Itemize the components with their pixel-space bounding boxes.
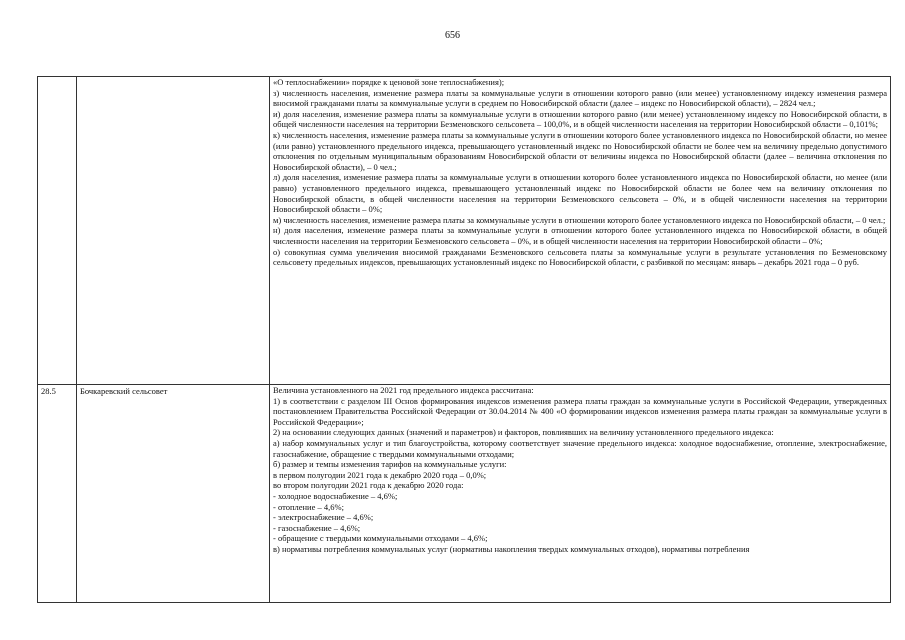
row-number-cell: 28.5 [38, 385, 77, 603]
text-line: а) набор коммунальных услуг и тип благоустройства, которому соответствует значение предельного индекса: холодное водоснабжение, отопление, электроснабжение, газоснабжение, обращение с твердыми коммунальными отходами; [273, 437, 887, 459]
municipality-name-cell: Бочкаревский сельсовет [77, 385, 270, 603]
text-line: в первом полугодии 2021 года к декабрю 2020 года – 0,0%; [273, 469, 487, 480]
text-line: н) доля населения, изменение размера платы за коммунальные услуги в отношении которого более установленного индекса по Новосибирской области, в общей численности населения на территории Безменовского сельсовета – 0%, и в общей численности населения на территории Новосибирской области – 0%; [273, 225, 887, 246]
text-line: 2) на основании следующих данных (значений и параметров) и факторов, повлиявших на величину установленного предельного индекса: [273, 427, 774, 438]
text-line: к) численность населения, изменение размера платы за коммунальные услуги в отношении которого более установленного индекса по Новосибирской области, но менее (или равно) установленного предельного индекса, превышающего установленный индекс по Новосибирской области не более чем на величину предельно допустимого отклонения по отдельным муниципальным образованиям Новосибирской области от величины индекса по Новосибирской области (далее – величина отклонения по Новосибирской области), – 0 чел.; [273, 129, 887, 172]
document-table [37, 76, 891, 603]
text-line: - отопление – 4,6%; [273, 501, 344, 512]
description-cell [270, 77, 891, 385]
text-line: 1) в соответствии с разделом III Основ формирования индексов изменения размера платы граждан за коммунальные услуги в Российской Федерации, утвержденных постановлением Правительства Российской Федерации от 30.04.2014 № 400 «О формировании индексов изменения размера платы граждан за коммунальные услуги в Российской Федерации»; [273, 395, 887, 427]
text-line: в) нормативы потребления коммунальных услуг (нормативы накопления твердых коммунальных отходов), нормативы потребления [273, 543, 750, 554]
text-line: - газоснабжение – 4,6%; [273, 522, 361, 533]
table-row [38, 385, 891, 603]
text-line: и) доля населения, изменение размера платы за коммунальные услуги в отношении которого равно (или менее) установленному индексу по Новосибирской области, в общей численности населения на территории Безменовского сельсовета – 100,0%, и в общей численности населения на территории Новосибирской области – 0,101%; [273, 108, 887, 130]
text-line: - холодное водоснабжение – 4,6%; [273, 490, 398, 501]
description-cell [270, 385, 891, 603]
text-line: - электроснабжение – 4,6%; [273, 512, 374, 523]
text-line: во втором полугодии 2021 года к декабрю 2020 года: [273, 480, 464, 491]
page-number: 656 [445, 30, 460, 41]
text-line: л) доля населения, изменение размера платы за коммунальные услуги в отношении которого более установленного индекса по Новосибирской области, но менее (или равно) установленного предельного индекса, превышающего установленный индекс по Новосибирской области не более чем на величину отклонения по Новосибирской области, в общей численности населения на территории Безменовского сельсовета – 0%, и в общей численности населения на территории Новосибирской области – 0%; [273, 172, 887, 215]
text-line: Величина установленного на 2021 год предельного индекса рассчитана: [273, 385, 534, 395]
text-line: б) размер и темпы изменения тарифов на коммунальные услуги: [273, 459, 507, 470]
row-number-cell [38, 77, 77, 385]
municipality-name-cell [77, 77, 270, 385]
text-line: м) численность населения, изменение размера платы за коммунальные услуги в отношении которого более установленного индекса по Новосибирской области, – 0 чел.; [273, 214, 886, 225]
text-line: з) численность населения, изменение размера платы за коммунальные услуги в отношении которого равно (или менее) установленному индексу изменения размера вносимой гражданами платы за коммунальные услуги в среднем по Новосибирской области (далее – индекс по Новосибирской области), – 2824 чел.; [273, 87, 887, 109]
text-line: - обращение с твердыми коммунальными отходами – 4,6%; [273, 533, 488, 544]
table-row [38, 77, 891, 385]
text-line: о) совокупная сумма увеличения вносимой гражданами Безменовского сельсовета платы за коммунальные услуги в результате установления по Безменовскому сельсовету предельных индексов, превышающих установленный индекс по Новосибирской области, с разбивкой по месяцам: январь – декабрь 2021 года – 0 руб. [273, 246, 887, 268]
text-line: «О теплоснабжении» порядке к ценовой зоне теплоснабжения); [273, 77, 505, 87]
